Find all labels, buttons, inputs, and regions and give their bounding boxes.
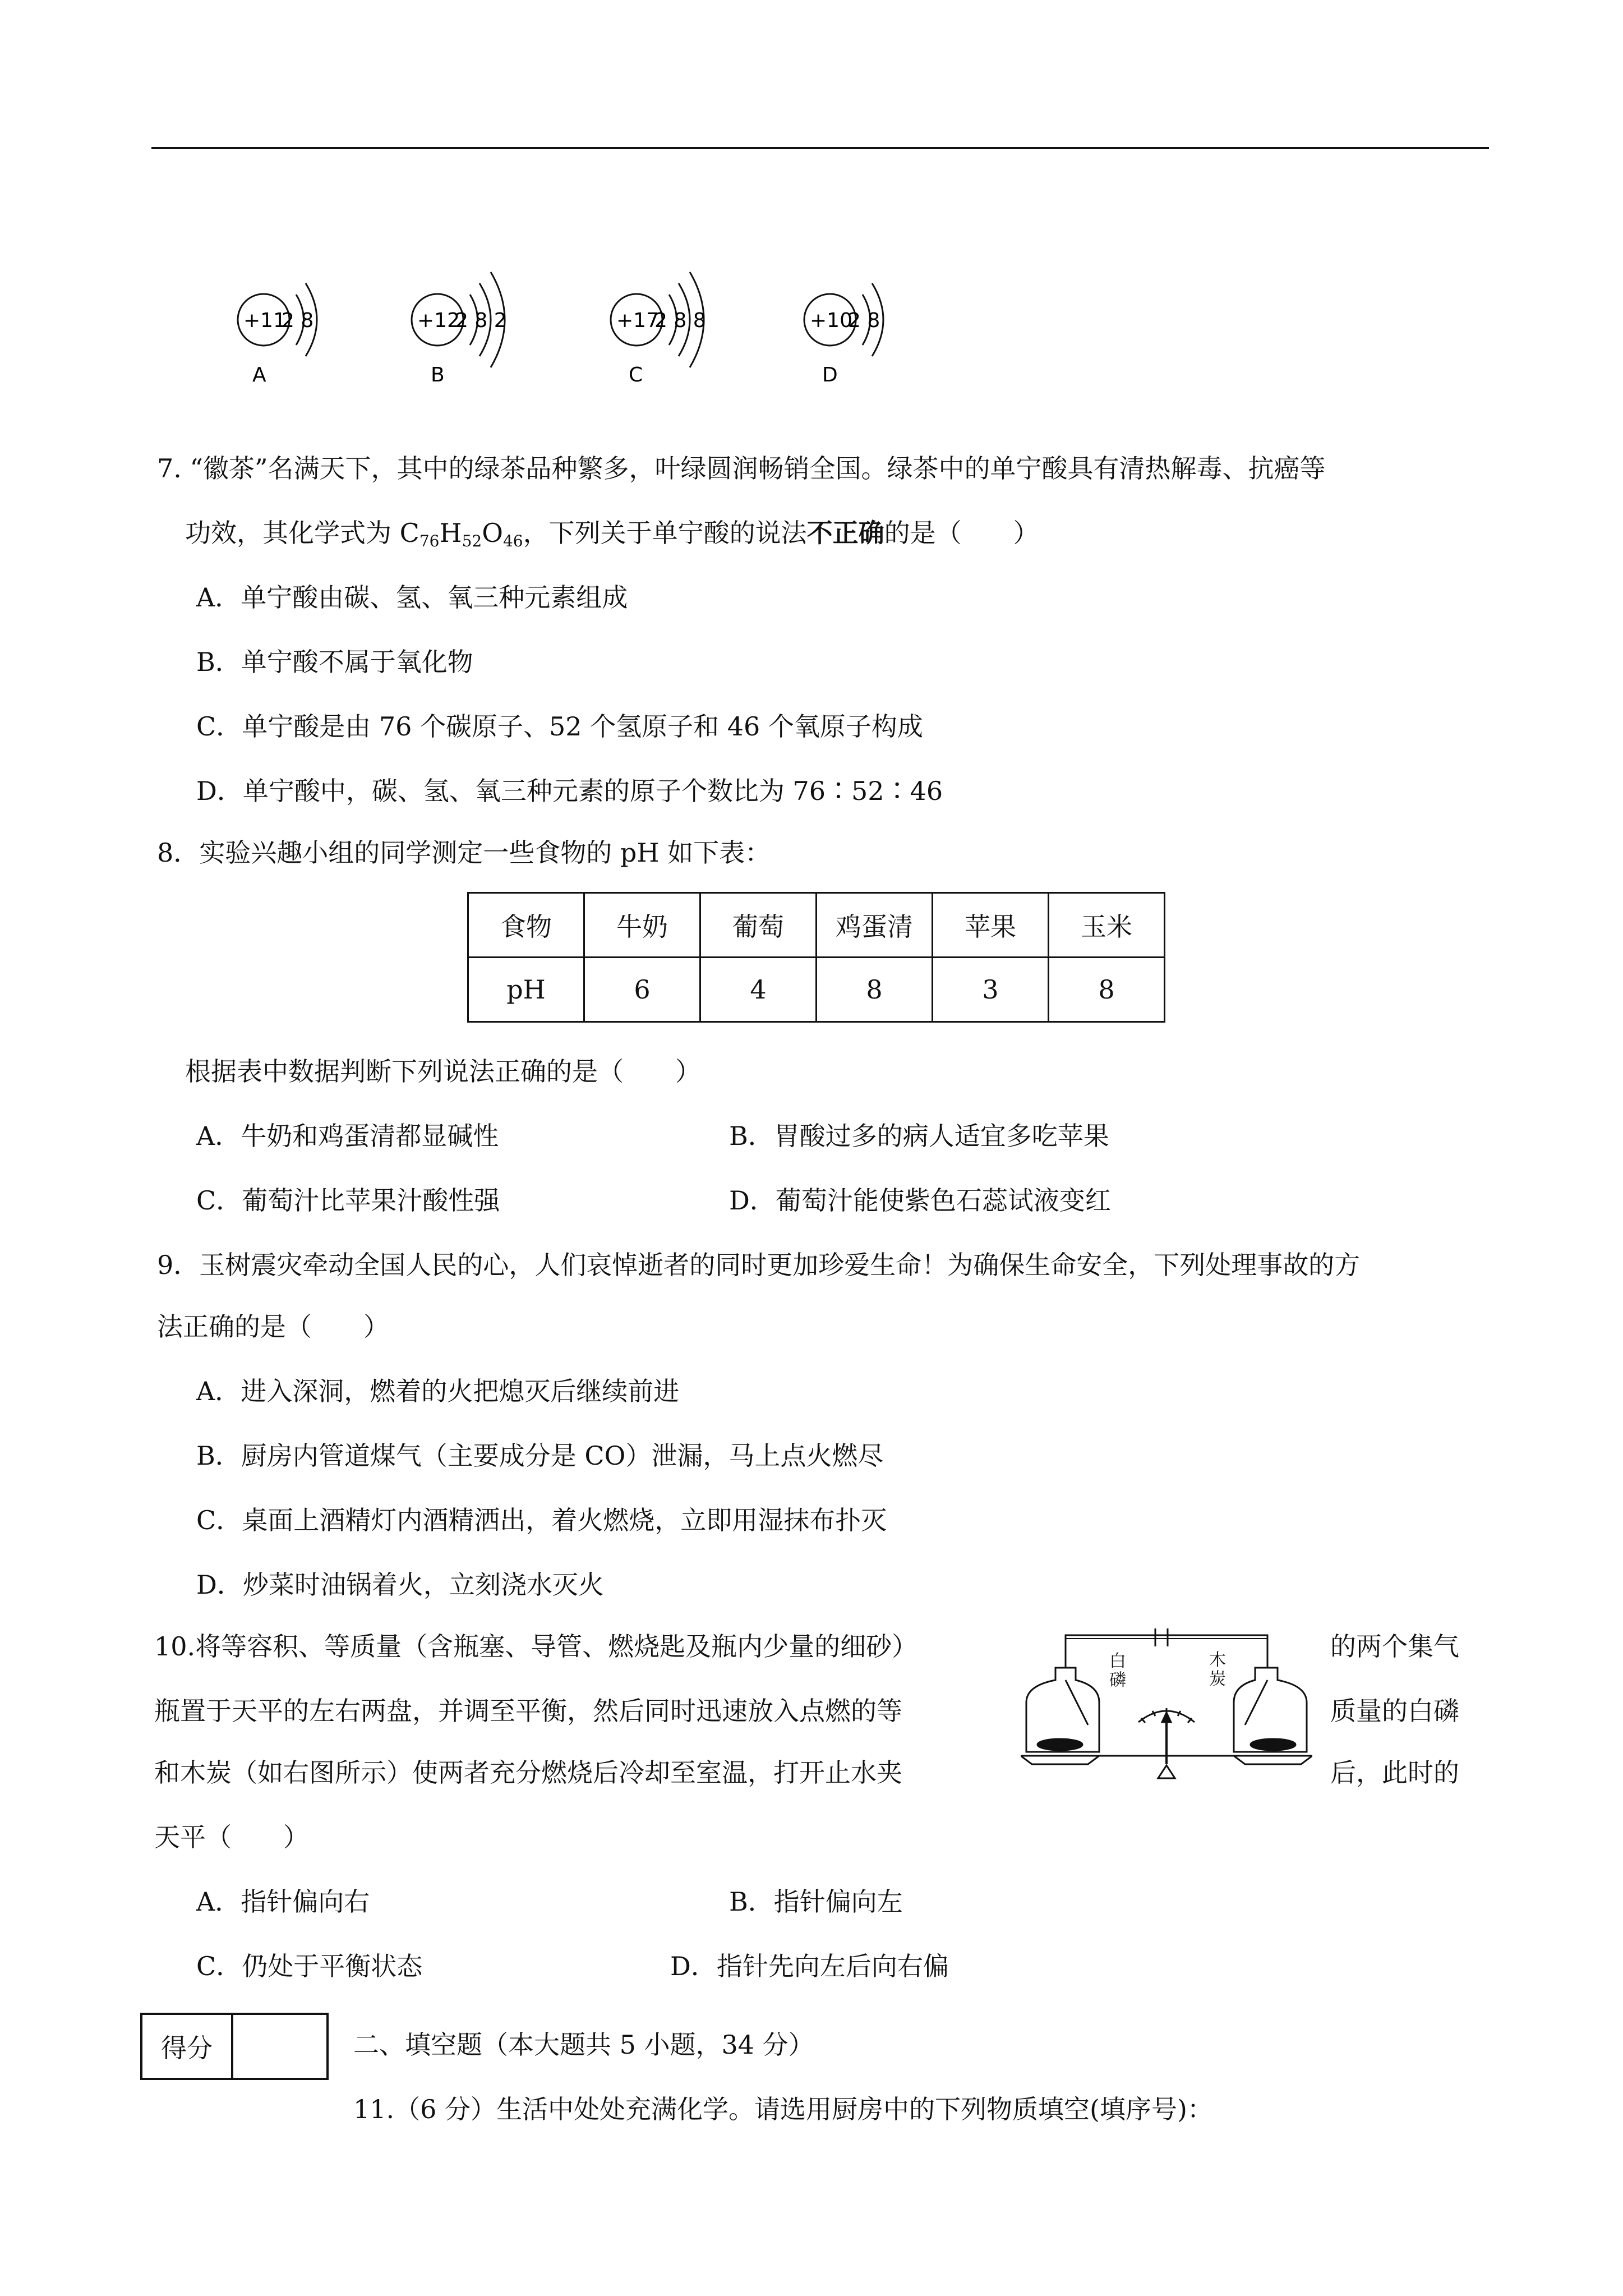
q10-line2-right: 质量的白磷 xyxy=(1330,1696,1459,1726)
atom-a-shells: 2 8 xyxy=(282,309,314,332)
q7-text-c: 的是（ ） xyxy=(884,518,1039,548)
q8-stem: 8．实验兴趣小组的同学测定一些食物的 pH 如下表： xyxy=(157,838,771,868)
atom-a-nucleus: +11 xyxy=(243,309,286,332)
table-cell: 食物 xyxy=(468,893,584,958)
q7-emphasis: 不正确 xyxy=(806,518,884,548)
q10-line1-left: 10.将等容积、等质量（含瓶塞、导管、燃烧匙及瓶内少量的细砂） xyxy=(154,1631,918,1662)
atom-diagram-b xyxy=(409,247,578,393)
white-phosphorus-label: 白磷 xyxy=(1109,1651,1126,1690)
ph-table xyxy=(467,892,1165,1023)
atom-d-nucleus: +10 xyxy=(810,309,852,332)
q9-stem-line2: 法正确的是（ ） xyxy=(157,1312,389,1342)
q7-text-a: 功效，其化学式为 C xyxy=(185,518,419,548)
q10-line2-left: 瓶置于天平的左右两盘，并调至平衡，然后同时迅速放入点燃的等 xyxy=(154,1696,902,1726)
q11-stem: 11.（6 分）生活中处处充满化学。请选用厨房中的下列物质填空(填序号)： xyxy=(353,2094,1213,2124)
q7-option-b: B．单宁酸不属于氧化物 xyxy=(196,647,473,677)
score-field[interactable] xyxy=(232,2014,328,2079)
table-cell: 苹果 xyxy=(933,893,1049,958)
atom-b-letter: B xyxy=(431,364,445,386)
atom-diagram-a xyxy=(236,247,404,393)
q7-option-a: A．单宁酸由碳、氢、氧三种元素组成 xyxy=(196,582,628,613)
q10-line4: 天平（ ） xyxy=(154,1822,309,1852)
score-box xyxy=(140,2013,329,2080)
table-cell: pH xyxy=(468,958,584,1022)
atom-b-shells: 2 8 2 xyxy=(455,309,507,332)
q7-stem-line2 xyxy=(185,516,1039,550)
atom-a-letter: A xyxy=(252,364,266,386)
q10-line3-left: 和木炭（如右图所示）使两者充分燃烧后冷却至室温，打开止水夹 xyxy=(154,1757,902,1788)
q10-option-b: B．指针偏向左 xyxy=(729,1887,903,1917)
q9-stem-line1: 9．玉树震灾牵动全国人民的心，人们哀悼逝者的同时更加珍爱生命！为确保生命安全，下列处理事故的方 xyxy=(157,1250,1361,1280)
table-cell: 8 xyxy=(817,958,933,1022)
table-cell: 8 xyxy=(1049,958,1165,1022)
q7-sub-o: 46 xyxy=(502,532,523,550)
table-cell: 4 xyxy=(700,958,817,1022)
q7-text-b: ，下列关于单宁酸的说法 xyxy=(523,518,807,548)
q10-line3-right: 后，此时的 xyxy=(1330,1757,1459,1788)
charcoal-label: 木炭 xyxy=(1209,1650,1226,1689)
table-row xyxy=(468,958,1165,1022)
table-cell: 3 xyxy=(933,958,1049,1022)
atom-d-shells: 2 8 xyxy=(848,309,880,332)
atom-d-letter: D xyxy=(822,364,838,386)
q7-stem-line1: 7. “徽茶”名满天下，其中的绿茶品种繁多，叶绿圆润畅销全国。绿茶中的单宁酸具有清热解毒、抗癌等 xyxy=(157,453,1326,484)
q7-option-c: C．单宁酸是由 76 个碳原子、52 个氢原子和 46 个氧原子构成 xyxy=(196,711,923,742)
q9-option-b: B．厨房内管道煤气（主要成分是 CO）泄漏，马上点火燃尽 xyxy=(196,1441,884,1471)
q8-option-a: A．牛奶和鸡蛋清都显碱性 xyxy=(196,1121,499,1151)
table-row xyxy=(141,2014,328,2079)
atom-c-letter: C xyxy=(629,364,643,386)
q7-sub-c: 76 xyxy=(419,532,440,550)
q8-question: 根据表中数据判断下列说法正确的是（ ） xyxy=(185,1056,701,1087)
q10-option-d: D．指针先向左后向右偏 xyxy=(670,1951,949,1981)
table-cell: 玉米 xyxy=(1049,893,1165,958)
q9-option-d: D．炒菜时油锅着火，立刻浇水灭火 xyxy=(196,1570,604,1600)
header-rule xyxy=(151,147,1489,149)
q7-sub-h: 52 xyxy=(462,532,482,550)
q7-h: H xyxy=(439,518,462,548)
score-label: 得分 xyxy=(141,2014,232,2079)
atom-c-nucleus: +17 xyxy=(616,309,659,332)
q10-option-c: C．仍处于平衡状态 xyxy=(196,1951,423,1981)
q7-o: O xyxy=(482,518,503,548)
q8-option-b: B．胃酸过多的病人适宜多吃苹果 xyxy=(729,1121,1109,1151)
atom-c-shells: 2 8 8 xyxy=(654,309,706,332)
q8-option-c: C．葡萄汁比苹果汁酸性强 xyxy=(196,1185,500,1216)
atom-diagram-d xyxy=(802,247,970,393)
q8-option-d: D．葡萄汁能使紫色石蕊试液变红 xyxy=(729,1185,1111,1216)
section2-title: 二、填空题（本大题共 5 小题，34 分） xyxy=(353,2030,814,2060)
balance-figure xyxy=(1021,1624,1312,1792)
q9-option-c: C．桌面上酒精灯内酒精洒出，着火燃烧，立即用湿抹布扑灭 xyxy=(196,1505,887,1535)
table-cell: 牛奶 xyxy=(584,893,700,958)
table-cell: 鸡蛋清 xyxy=(817,893,933,958)
atom-b-nucleus: +12 xyxy=(417,309,460,332)
table-cell: 葡萄 xyxy=(700,893,817,958)
q10-line1-right: 的两个集气 xyxy=(1330,1631,1459,1662)
q10-option-a: A．指针偏向右 xyxy=(196,1887,370,1917)
q7-option-d: D．单宁酸中，碳、氢、氧三种元素的原子个数比为 76∶52∶46 xyxy=(196,776,943,806)
atom-diagram-c xyxy=(608,247,777,393)
table-row xyxy=(468,893,1165,958)
q9-option-a: A．进入深洞，燃着的火把熄灭后继续前进 xyxy=(196,1376,680,1406)
table-cell: 6 xyxy=(584,958,700,1022)
